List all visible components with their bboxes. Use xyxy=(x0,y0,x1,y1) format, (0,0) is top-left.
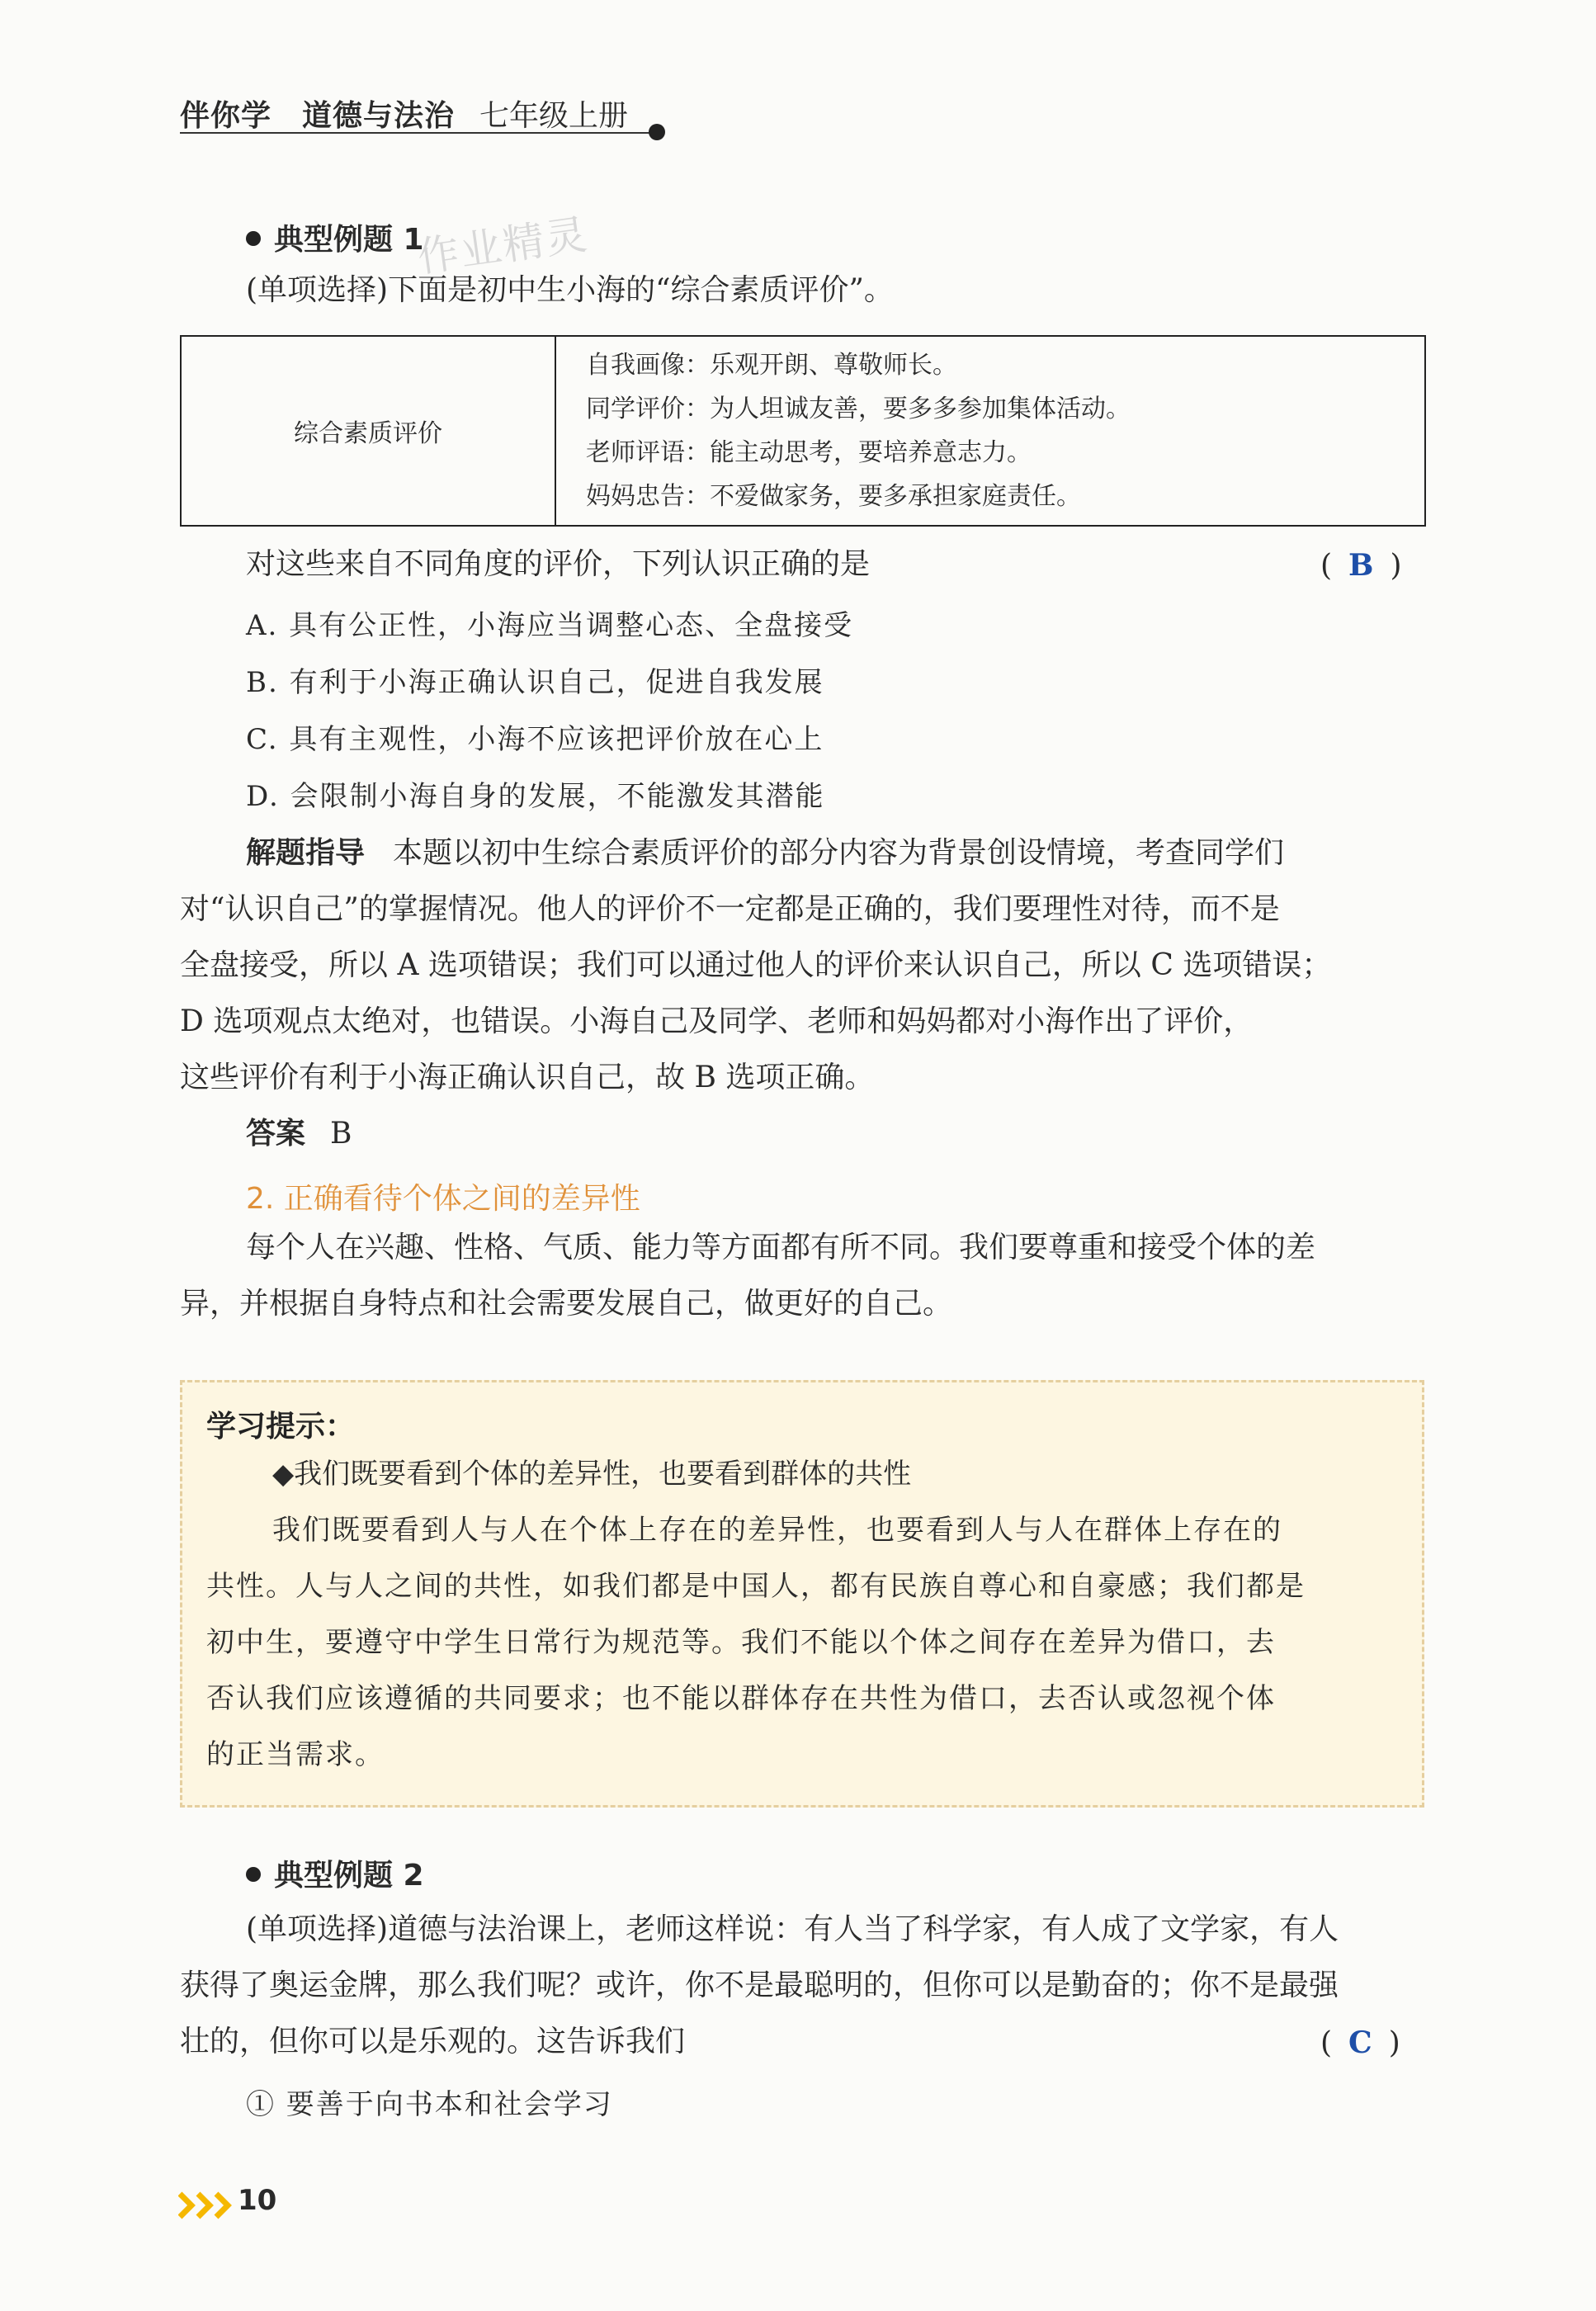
section2-line-2: 异，并根据自身特点和社会需要发展自己，做更好的自己。 xyxy=(180,1287,953,1321)
study-tip-line: 初中生，要遵守中学生日常行为规范等。我们不能以个体之间存在差异为借口，去 xyxy=(206,1626,1276,1659)
example1-answer-slot xyxy=(1320,548,1402,583)
running-header xyxy=(180,92,628,135)
paren-close: ) xyxy=(1390,549,1402,583)
paren-open: ( xyxy=(1320,549,1333,583)
bullet-dot-icon xyxy=(246,231,261,246)
example1-question: 对这些来自不同角度的评价，下列认识正确的是 xyxy=(246,547,871,581)
example2-line-2: 获得了奥运金牌，那么我们呢？或许，你不是最聪明的，但你可以是勤奋的；你不是最强 xyxy=(180,1968,1339,2002)
answer-label: 答案 xyxy=(246,1117,306,1151)
section2-heading: 2. 正确看待个体之间的差异性 xyxy=(246,1182,640,1216)
evaluation-table xyxy=(180,335,1426,527)
example2-line-3: 壮的，但你可以是乐观的。这告诉我们 xyxy=(180,2025,686,2058)
guide-line-3: 全盘接受，所以 A 选项错误；我们可以通过他人的评价来认识自己，所以 C 选项错误； xyxy=(180,948,1332,982)
study-tip-line: 的正当需求。 xyxy=(206,1738,385,1771)
section2-line-1: 每个人在兴趣、性格、气质、能力等方面都有所不同。我们要尊重和接受个体的差 xyxy=(246,1231,1316,1264)
study-tip-line: 否认我们应该遵循的共同要求；也不能以群体存在共性为借口，去否认或忽视个体 xyxy=(206,1682,1276,1715)
option-b: B. 有利于小海正确认识自己，促进自我发展 xyxy=(246,666,824,699)
guide-label: 解题指导 xyxy=(246,836,366,870)
study-tip-subtitle: ◆我们既要看到个体的差异性，也要看到群体的共性 xyxy=(272,1458,912,1491)
study-tip-line: 共性。人与人之间的共性，如我们都是中国人，都有民族自尊心和自豪感；我们都是 xyxy=(206,1570,1306,1603)
paren-open: ( xyxy=(1320,2026,1333,2060)
evaluation-line: 老师评语：能主动思考，要培养意志力。 xyxy=(586,438,1032,467)
bullet-dot-icon xyxy=(246,1867,261,1882)
header-title: 伴你学 道德与法治 xyxy=(180,99,456,133)
example1-answer xyxy=(246,1106,352,1162)
header-subtitle: 七年级上册 xyxy=(479,99,629,133)
example2-title xyxy=(246,1852,424,1894)
guide-line-1 xyxy=(246,825,1284,881)
guide-line-5: 这些评价有利于小海正确认识自己，故 B 选项正确。 xyxy=(180,1061,875,1094)
example2-answer-slot xyxy=(1320,2025,1400,2060)
answer-value: B xyxy=(330,1117,352,1151)
example1-intro: (单项选择)下面是初中生小海的“综合素质评价”。 xyxy=(246,273,894,307)
evaluation-line: 自我画像：乐观开朗、尊敬师长。 xyxy=(586,351,957,380)
option-d: D. 会限制小海自身的发展，不能激发其潜能 xyxy=(246,780,825,813)
header-dot xyxy=(649,124,665,140)
chevron-arrows-icon xyxy=(178,2190,236,2220)
example1-answer-letter: B xyxy=(1348,548,1374,583)
example2-option-1: ① 要善于向书本和社会学习 xyxy=(246,2088,613,2121)
evaluation-table-body xyxy=(555,336,1425,526)
evaluation-line: 同学评价：为人坦诚友善，要多多参加集体活动。 xyxy=(586,395,1131,423)
example2-title-text: 典型例题 2 xyxy=(274,1859,424,1893)
study-tip-title: 学习提示： xyxy=(206,1410,356,1444)
guide-line-2: 对“认识自己”的掌握情况。他人的评价不一定都是正确的，我们要理性对待，而不是 xyxy=(180,892,1280,926)
evaluation-line: 妈妈忠告：不爱做家务，要多承担家庭责任。 xyxy=(586,482,1081,511)
header-rule xyxy=(180,132,657,134)
page-number: 10 xyxy=(238,2184,277,2217)
example2-line-1: (单项选择)道德与法治课上，老师这样说：有人当了科学家，有人成了文学家，有人 xyxy=(246,1912,1339,1946)
example1-title-text: 典型例题 1 xyxy=(274,223,424,257)
guide-text: 本题以初中生综合素质评价的部分内容为背景创设情境，考查同学们 xyxy=(393,836,1285,870)
example1-title xyxy=(246,216,424,258)
guide-line-4: D 选项观点太绝对，也错误。小海自己及同学、老师和妈妈都对小海作出了评价， xyxy=(180,1004,1254,1038)
paren-close: ) xyxy=(1388,2026,1400,2060)
option-a: A. 具有公正性，小海应当调整心态、全盘接受 xyxy=(246,609,854,642)
evaluation-table-label: 综合素质评价 xyxy=(181,336,555,526)
watermark: 作业精灵 xyxy=(414,210,592,282)
option-c: C. 具有主观性，小海不应该把评价放在心上 xyxy=(246,723,824,756)
study-tip-line: 我们既要看到人与人在个体上存在的差异性，也要看到人与人在群体上存在的 xyxy=(272,1514,1282,1547)
example2-answer-letter: C xyxy=(1348,2025,1372,2060)
